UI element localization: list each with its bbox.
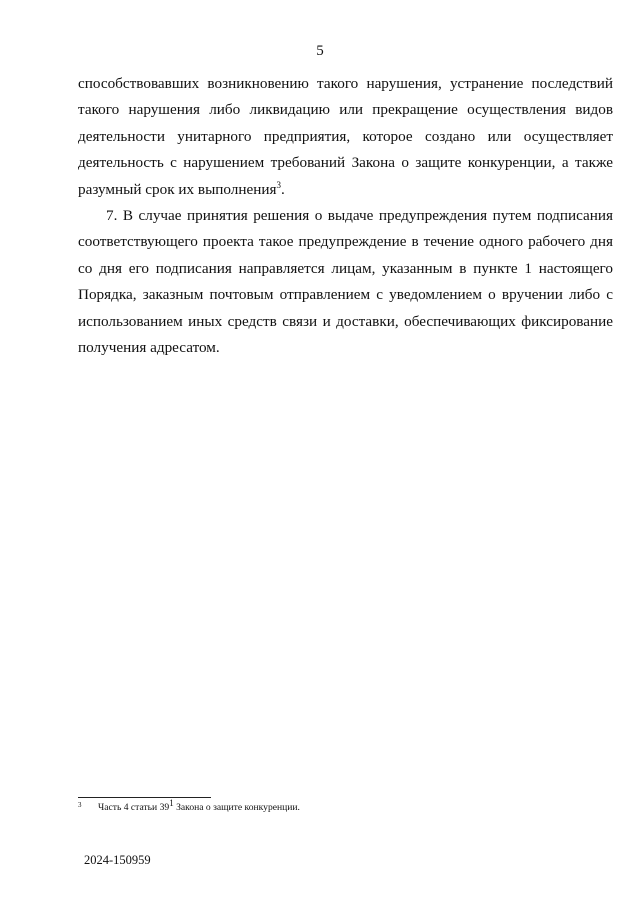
text-line: со дня его подписания направляется лицам, указанным в пункте 1 настоящего <box>78 259 613 277</box>
footnote-text-before: Часть 4 статьи 39 <box>98 802 170 813</box>
text-line: деятельность с нарушением требований Закона о защите конкуренции, а также <box>78 154 613 172</box>
page-number: 5 <box>316 43 324 59</box>
footnote-text <box>98 797 300 815</box>
text-line: деятельности унитарного предприятия, которое создано или осуществляет <box>78 127 613 145</box>
text-line: 7. В случае принятия решения о выдаче предупреждения путем подписания <box>106 207 613 224</box>
document-id: 2024-150959 <box>84 853 151 867</box>
footnote-reference: 3 <box>276 179 281 190</box>
paragraph-1 <box>78 71 613 203</box>
text-line: Порядка, заказным почтовым отправлением с уведомлением о вручении либо с <box>78 286 613 304</box>
text-line-trailing: . <box>280 180 285 198</box>
text-line: способствовавших возникновению такого нарушения, устранение последствий <box>78 75 613 92</box>
text-line: использованием иных средств связи и доставки, обеспечивающих фиксирование <box>78 312 613 330</box>
text-line: такого нарушения либо ликвидацию или прекращение осуществления видов <box>78 101 613 119</box>
text-line: соответствующего проекта такое предупреждение в течение одного рабочего дня <box>78 233 613 251</box>
footnote-mark: 3 <box>78 801 82 809</box>
text-line-content: разумный срок их выполнения <box>78 180 277 198</box>
text-line-last <box>78 177 613 203</box>
text-line: получения адресатом. <box>78 339 220 357</box>
footnote-text-after: Закона о защите конкуренции. <box>173 802 300 813</box>
footnote-separator <box>78 797 211 798</box>
footnote-superscript: 1 <box>169 797 174 808</box>
paragraph-2 <box>78 203 613 361</box>
